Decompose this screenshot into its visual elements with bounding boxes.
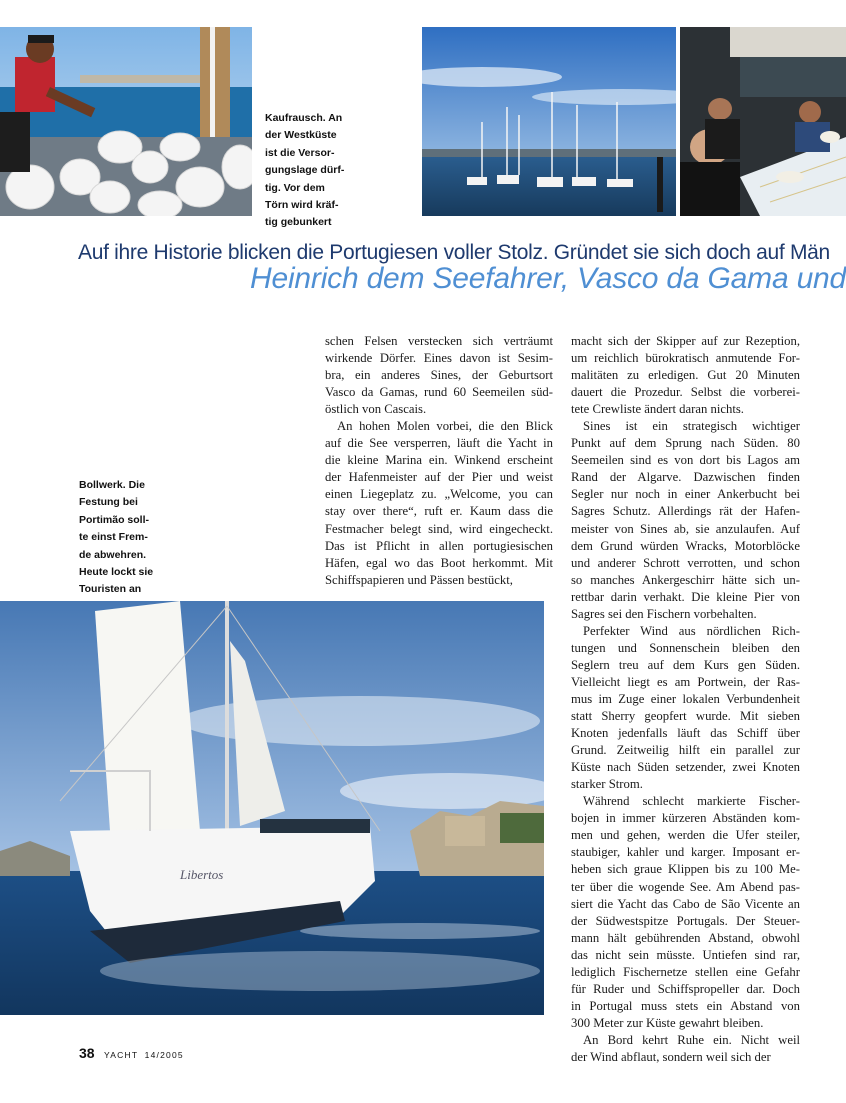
text-line: das nicht sein müsste. Untiefen sind rar, [571, 947, 800, 962]
text-line: so manches Ankergeschirr hätte sich un- [571, 572, 800, 587]
issue-number: 14/2005 [144, 1050, 184, 1060]
text-line: Häfen, egal wo das Boot herkommt. Mit [325, 555, 553, 570]
text-line: An Bord kehrt Ruhe ein. Nicht weil [583, 1032, 800, 1047]
caption-line: Festung bei [79, 496, 138, 509]
text-line: Während schlecht markierte Fischer- [583, 794, 800, 809]
caption-line: Kaufrausch. An [265, 112, 343, 124]
text-line: der Hafenmeister auf der Pier und weist [325, 470, 553, 485]
text-line: in Portugal muss stets ein Abstand von [571, 998, 800, 1013]
text-line: An hohen Molen vorbei, die den Blick [337, 419, 553, 434]
text-line: dauert die Prozedur. Selbst die vorberei- [571, 385, 800, 400]
text-line: Seglern treu auf dem Kurs gen Süden. [571, 657, 800, 672]
text-line: heben sich graue Klippen bis zu 100 Me- [571, 862, 800, 877]
text-line: Seemeilen sind es von dort bis Lagos am [571, 453, 800, 468]
caption-line: tig gebunkert [265, 216, 332, 229]
text-line: Das ist Pflicht in allen portugiesischen [325, 538, 553, 553]
text-line: tete Crewliste ändert daran nichts. [571, 402, 744, 417]
caption-line: gungslage dürf- [265, 164, 345, 177]
caption-line: Touristen an [79, 583, 142, 596]
caption-middle-bollwerk [79, 477, 153, 599]
text-line: dem Grund würden Wracks, Motorblöcke [571, 538, 800, 553]
text-line: Knoten jedenfalls läuft das Schiff über [571, 726, 800, 741]
article-headline: Auf ihre Historie blicken die Portugiesen voller Stolz. Gründet sie sich doch auf Män [78, 241, 830, 264]
body-column-1 [325, 333, 553, 589]
caption-line: Törn wird kräf- [265, 199, 339, 212]
text-line: siert die Yacht das Cabo de São Vicente an [571, 896, 800, 911]
text-line: Vasco da Gamas, rund 60 Seemeilen süd- [325, 385, 553, 400]
caption-line: tig. Vor dem [265, 181, 325, 194]
text-line: bojen in immer kürzeren Abständen kom- [571, 811, 800, 826]
text-line: der Südwestspitze Portugals. Der Steuer- [571, 913, 800, 928]
text-line: 300 Meter zur Küste gewahrt bleiben. [571, 1015, 764, 1030]
text-line: starker Strom. [571, 777, 643, 792]
caption-line: Bollwerk. Die [79, 479, 145, 491]
photo-marina-harbor [422, 27, 676, 216]
boat-name-label: Libertos [180, 867, 224, 882]
page-number: 38 [79, 1045, 95, 1061]
caption-line: de abwehren. [79, 548, 147, 561]
text-line: die kleine Marina ein. Winkend erscheint [325, 453, 553, 468]
text-line: und anderer Schrott verrotten, und schon [571, 555, 800, 570]
text-line: Rand der Algarve. Dazwischen finden [571, 470, 800, 485]
text-line: östlich von Cascais. [325, 402, 427, 417]
text-line: mann hält gebührenden Abstand, obwohl [571, 930, 800, 945]
body-column-2 [571, 333, 800, 1066]
caption-line: der Westküste [265, 129, 337, 142]
page-footer [79, 1045, 184, 1063]
text-line: mus im Zuge einer lokalen Verbundenheit [571, 691, 800, 706]
text-line: der Wind abflaut, sondern weil sich der [571, 1049, 771, 1064]
article-subheadline: Heinrich dem Seefahrer, Vasco da Gama und [250, 262, 846, 295]
caption-line: ist die Versor- [265, 146, 335, 159]
text-line: macht sich der Skipper auf zur Rezeption, [571, 334, 800, 348]
text-line: Vielleicht liegt es am Portwein, der Ras- [571, 674, 800, 689]
text-line: ter über die wogende See. Am Abend pas- [571, 879, 800, 894]
text-line: malitäten zu erledigen. Gut 20 Minuten [571, 368, 800, 383]
text-line: statt Sherry geopfert wurde. Mit sieben [571, 709, 800, 724]
text-line: rettbar darin verhakt. Die kleine Pier von [571, 589, 800, 604]
text-line: stay over there“, ruft er. Kaum dass die [325, 504, 553, 519]
text-line: men und gehen, werden die Ufer steiler, [571, 828, 800, 843]
text-line: Küste nach Süden setzender, zwei Knoten [571, 760, 800, 775]
text-line: Segler nur noch in einer Ankerbucht bei [571, 487, 800, 502]
text-line: Punkt auf dem Sprung nach Süden. 80 [571, 436, 800, 451]
caption-line: te einst Frem- [79, 531, 148, 544]
text-line: Festmacher belegt sind, wird eingecheckt. [325, 521, 553, 536]
magazine-name: YACHT [104, 1050, 139, 1060]
text-line: um reichlich bürokratisch anmutende For- [571, 351, 800, 366]
text-line: Grund. Zeitweilig hilft ein parallel zur [571, 743, 800, 758]
caption-top-kaufrausch [265, 110, 344, 232]
photo-restaurant-dinner [680, 27, 846, 216]
text-line: Sagres Schutz. Allerdings rät der Hafen- [571, 504, 800, 519]
text-line: auf die See versperren, läuft die Yacht in [325, 436, 553, 451]
text-line: lediglich Fischernetze stellen eine Gefahr [571, 964, 800, 979]
text-line: Sagres sei den Fischern vorbehalten. [571, 606, 757, 621]
text-line: für Ruder und Schiffspropeller dar. Doch [571, 981, 800, 996]
text-line: Sines ist ein strategisch wichtiger [583, 419, 800, 434]
text-line: staubiger, kahler und karger. Imposant er- [571, 845, 800, 860]
text-line: wirkende Dörfer. Eines davon ist Sesim- [325, 351, 553, 366]
photo-sailing-yacht [0, 601, 544, 1015]
text-line: meister von Sines ab, sie anzulaufen. Auf [571, 521, 800, 536]
photo-provisions-loading [0, 27, 252, 216]
text-line: Schiffspapieren und Pässen bestückt, [325, 572, 513, 587]
text-line: einen Liegeplatz zu. „Welcome, you can [325, 487, 553, 502]
caption-line: Portimão soll- [79, 513, 150, 526]
caption-line: Heute lockt sie [79, 566, 154, 579]
text-line: schen Felsen verstecken sich verträumt [325, 334, 553, 348]
text-line: Perfekter Wind aus nördlichen Rich- [583, 623, 800, 638]
text-line: tungen und Sonnenschein bleiben den [571, 640, 800, 655]
text-line: bra, ein anderes Sines, der Geburtsort [325, 368, 553, 383]
